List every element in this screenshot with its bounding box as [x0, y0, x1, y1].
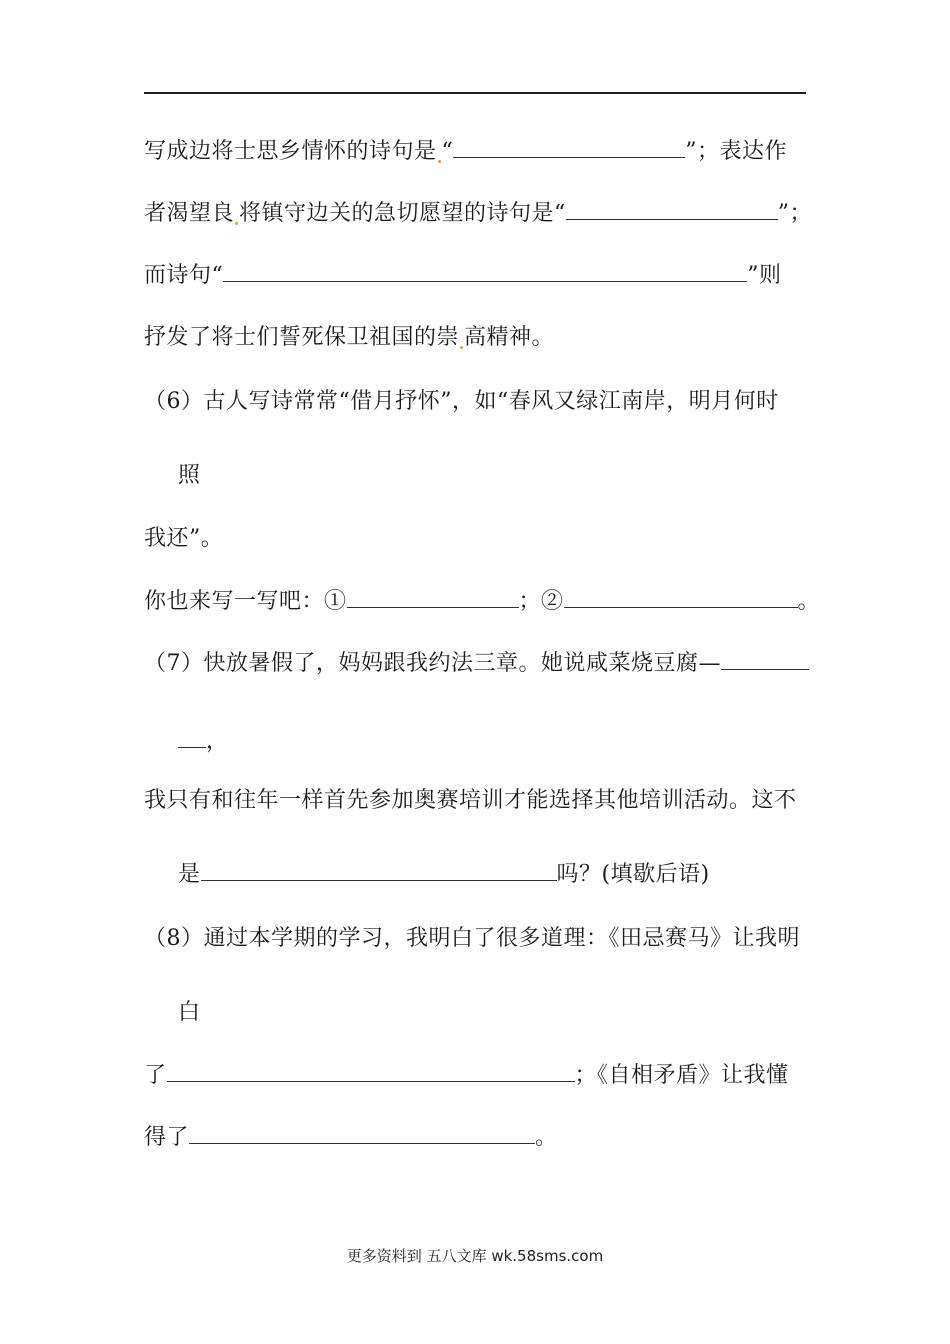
- text-line-8: [144, 587, 821, 617]
- text-segment: ，: [206, 729, 229, 754]
- text-segment: “: [441, 139, 454, 164]
- text-segment: 者渴望良: [144, 201, 235, 226]
- answer-blank-5[interactable]: [564, 587, 798, 608]
- page-footer: 更多资料到 五八文库 wk.58sms.com: [346, 1247, 604, 1265]
- answer-blank-4[interactable]: [347, 587, 519, 608]
- text-line-1: [144, 137, 814, 167]
- header-rule: [144, 92, 806, 94]
- text-segment: 我还”。: [144, 526, 224, 551]
- text-segment: ”；表达作: [685, 139, 788, 164]
- highlight-mark: [460, 346, 463, 349]
- text-line-15: [144, 1061, 814, 1091]
- highlight-mark: [438, 160, 441, 163]
- text-line-12: [178, 860, 848, 890]
- text-segment: 得了: [144, 1125, 190, 1150]
- answer-blank-3[interactable]: [223, 261, 747, 282]
- text-segment: 吗？(填歇后语): [556, 862, 710, 887]
- answer-blank-7[interactable]: [201, 860, 557, 881]
- text-segment: 你也来写一写吧：①: [144, 589, 347, 614]
- text-line-5: [144, 387, 814, 417]
- answer-blank-6-cont[interactable]: [178, 727, 206, 748]
- text-line-14: [178, 998, 848, 1028]
- text-segment: ”则: [747, 263, 782, 288]
- text-segment: 是: [178, 862, 201, 887]
- text-segment: 白: [178, 1000, 201, 1025]
- answer-blank-8[interactable]: [167, 1061, 575, 1082]
- text-line-2: [144, 199, 814, 229]
- text-segment: （8）通过本学期的学习，我明白了很多道理：《田忌赛马》让我明: [144, 926, 800, 951]
- text-segment: （6）古人写诗常常“借月抒怀”，如“春风又绿江南岸，明月何时: [144, 389, 779, 414]
- answer-blank-9[interactable]: [189, 1123, 535, 1144]
- text-segment: ；②: [518, 589, 564, 614]
- text-segment: 抒发了将士们誓死保卫祖国的崇: [144, 325, 460, 350]
- text-segment: 。: [797, 589, 821, 614]
- text-line-3: [144, 261, 814, 291]
- text-segment: 写成边将士思乡情怀的诗句是: [144, 139, 437, 164]
- text-line-6: [178, 461, 848, 491]
- highlight-mark: [235, 222, 238, 225]
- text-segment: （7）快放暑假了，妈妈跟我约法三章。她说咸菜烧豆腐—: [144, 651, 721, 676]
- answer-blank-6[interactable]: [721, 649, 809, 670]
- text-segment: 将镇守边关的急切愿望的诗句是“: [239, 201, 566, 226]
- text-line-4: [144, 323, 814, 353]
- text-line-7: [144, 524, 814, 554]
- text-segment: 照: [178, 463, 201, 488]
- text-line-11: [144, 786, 814, 816]
- text-line-13: [144, 924, 814, 954]
- text-segment: 了: [144, 1063, 167, 1088]
- text-segment: 我只有和往年一样首先参加奥赛培训才能选择其他培训活动。这不: [144, 788, 797, 813]
- text-segment: 而诗句“: [144, 263, 224, 288]
- text-line-10: [178, 727, 848, 757]
- text-line-16: [144, 1123, 814, 1153]
- text-line-9: [144, 649, 814, 679]
- text-segment: 。: [535, 1125, 558, 1150]
- text-segment: 高精神。: [464, 325, 555, 350]
- answer-blank-1[interactable]: [453, 137, 685, 158]
- text-segment: ；《自相矛盾》让我懂: [574, 1063, 789, 1088]
- text-segment: ”；: [777, 201, 813, 226]
- answer-blank-2[interactable]: [566, 199, 778, 220]
